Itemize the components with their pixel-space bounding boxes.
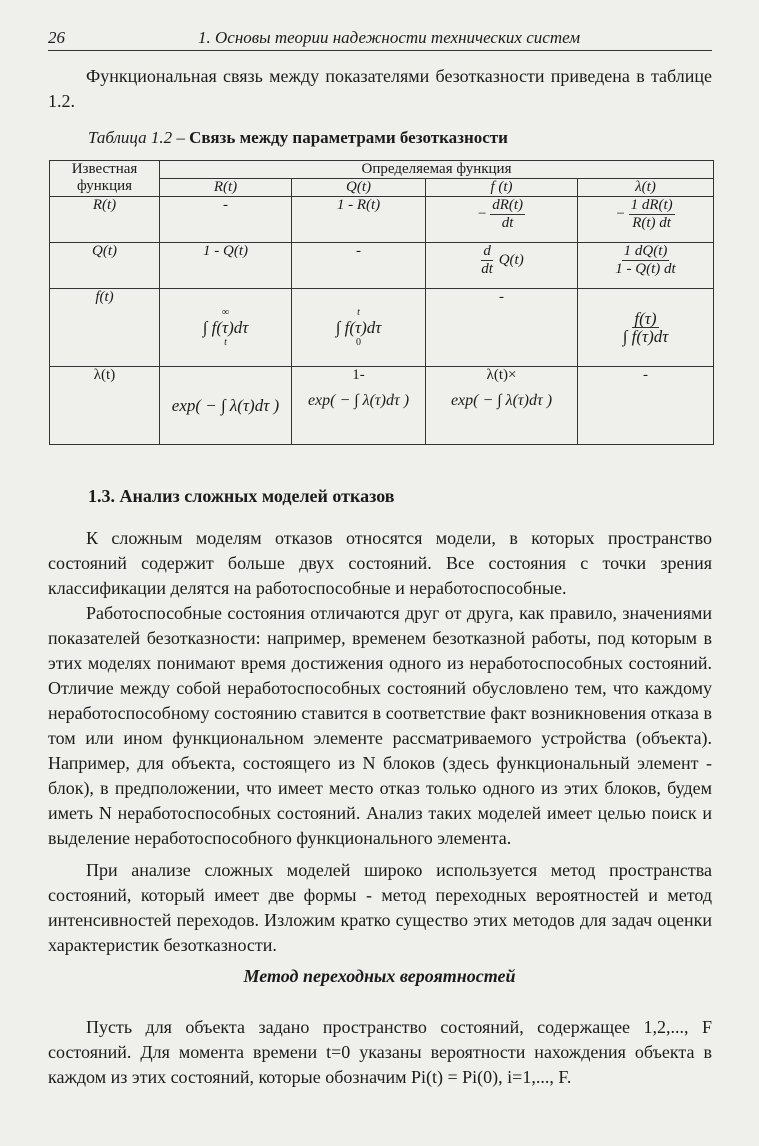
cell-q-f-den: dt xyxy=(481,261,493,277)
cell-q-f-tail: Q(t) xyxy=(498,251,524,268)
header-known-function: Известная функция xyxy=(50,161,160,197)
cell-l-r xyxy=(160,367,292,445)
section-heading: 1.3. Анализ сложных моделей отказов xyxy=(88,486,395,506)
table-row xyxy=(50,289,714,367)
table-caption xyxy=(88,128,508,148)
final-paragraph: Пусть для объекта задано пространство состояний, содержащее 1,2,..., F состояний. Для момента времени t=0 указаны вероятности нахождения объекта в каждом из этих состояний, которые обозначим Pi(t) = Pi(0), i=1,..., F. xyxy=(48,1017,712,1087)
cell-l-lambda: - xyxy=(578,367,714,445)
cell-f-f: - xyxy=(426,289,578,367)
row-label-f: f(t) xyxy=(50,289,160,367)
cell-f-q-expr: ∫ f(τ)dτ xyxy=(335,317,382,337)
relations-table xyxy=(49,160,714,445)
cell-f-q xyxy=(292,289,426,367)
cell-r-q: 1 - R(t) xyxy=(292,197,426,243)
cell-q-r: 1 - Q(t) xyxy=(160,243,292,289)
cell-l-r-expr: exp( − ∫ λ(τ)dτ ) xyxy=(171,395,280,415)
cell-r-f-den: dt xyxy=(501,215,514,231)
header-determined-function: Определяемая функция xyxy=(160,161,714,179)
paragraph-1: К сложным моделям отказов относятся модели, в которых пространство состояний содержит больше двух состояний. Все состояния с точки зрения классификации делятся на работоспособные и неработоспособные. xyxy=(48,528,712,598)
cell-l-q xyxy=(292,367,426,445)
paragraph-3: При анализе сложных моделей широко используется метод пространства состояний, который имеет две формы - метод переходных вероятностей и метод интенсивностей переходов. Изложим кратко существо этих методов для задач оценки характеристик безотказности. xyxy=(48,860,712,955)
table-row xyxy=(50,243,714,289)
cell-l-f-expr: exp( − ∫ λ(τ)dτ ) xyxy=(450,392,553,409)
cell-r-l-den: R(t) dt xyxy=(632,215,671,231)
cell-l-q-top: 1- xyxy=(352,367,365,383)
row-label-r: R(t) xyxy=(50,197,160,243)
cell-q-f xyxy=(426,243,578,289)
cell-r-f: − $\frac{dR(t)}{dt}$ xyxy=(426,197,578,243)
page-number: 26 xyxy=(48,28,65,47)
cell-f-l-num: f(τ) xyxy=(634,309,657,328)
cell-q-f-num: d xyxy=(483,243,491,259)
cell-f-r-lower: t xyxy=(224,336,227,348)
cell-f-r-expr: ∫ f(τ)dτ xyxy=(202,317,249,337)
row-label-q: Q(t) xyxy=(50,243,160,289)
cell-r-lambda: − $\frac{1 dR(t)}{R(t) dt}$ xyxy=(578,197,714,243)
running-title: 1. Основы теории надежности технических систем xyxy=(198,28,581,47)
cell-l-f xyxy=(426,367,578,445)
cell-f-q-lower: 0 xyxy=(356,336,361,348)
cell-f-r-upper: ∞ xyxy=(221,306,230,318)
table-row xyxy=(50,197,714,243)
cell-l-q-expr: exp( − ∫ λ(τ)dτ ) xyxy=(307,392,410,409)
cell-q-lambda xyxy=(578,243,714,289)
cell-f-lambda xyxy=(578,289,714,367)
cell-q-l-num: 1 dQ(t) xyxy=(623,243,668,259)
cell-f-r xyxy=(160,289,292,367)
col-header-q: Q(t) xyxy=(292,179,426,197)
cell-q-q: - xyxy=(292,243,426,289)
col-header-r: R(t) xyxy=(160,179,292,197)
paragraph-2: Работоспособные состояния отличаются друг от друга, как правило, значениями показателей безотказности: например, временем безотказной работы, под которым в этих моделях понимают время достижения одного из неработоспособных состояний. Отличие между собой неработоспособных состояний обусловлено тем, что каждому неработоспособному состоянию ставится в соответствие факт возникновения отказа в том или ином функциональном элементе рассматриваемого устройства (объекта). Например, для объекта, состоящего из N блоков (здесь функциональный элемент - блок), в предположении, что имеет место отказ только одного из этих блоков, будем иметь N неработоспособных состояний. Анализ таких моделей имеет целью поиск и выделение неработоспособного функционального элемента. xyxy=(48,603,712,848)
cell-r-l-num: 1 dR(t) xyxy=(630,197,673,213)
row-label-lambda: λ(t) xyxy=(50,367,160,445)
cell-q-l-den: 1 - Q(t) dt xyxy=(615,261,676,277)
table-caption-title: Связь между параметрами безотказности xyxy=(189,128,508,147)
cell-r-f-num: dR(t) xyxy=(492,197,524,213)
col-header-f: f (t) xyxy=(426,179,578,197)
col-header-lambda: λ(t) xyxy=(578,179,714,197)
cell-l-f-top: λ(t)× xyxy=(486,367,517,383)
cell-f-q-upper: t xyxy=(357,306,360,318)
running-header xyxy=(48,28,712,51)
intro-paragraph: Функциональная связь между показателями безотказности приведена в таблице 1.2. xyxy=(48,66,712,111)
cell-r-r: - xyxy=(160,197,292,243)
subsection-heading: Метод переходных вероятностей xyxy=(243,966,516,986)
table-caption-label: Таблица 1.2 – xyxy=(88,128,185,147)
table-row xyxy=(50,367,714,445)
cell-f-l-den: ∫ f(τ)dτ xyxy=(622,327,669,346)
